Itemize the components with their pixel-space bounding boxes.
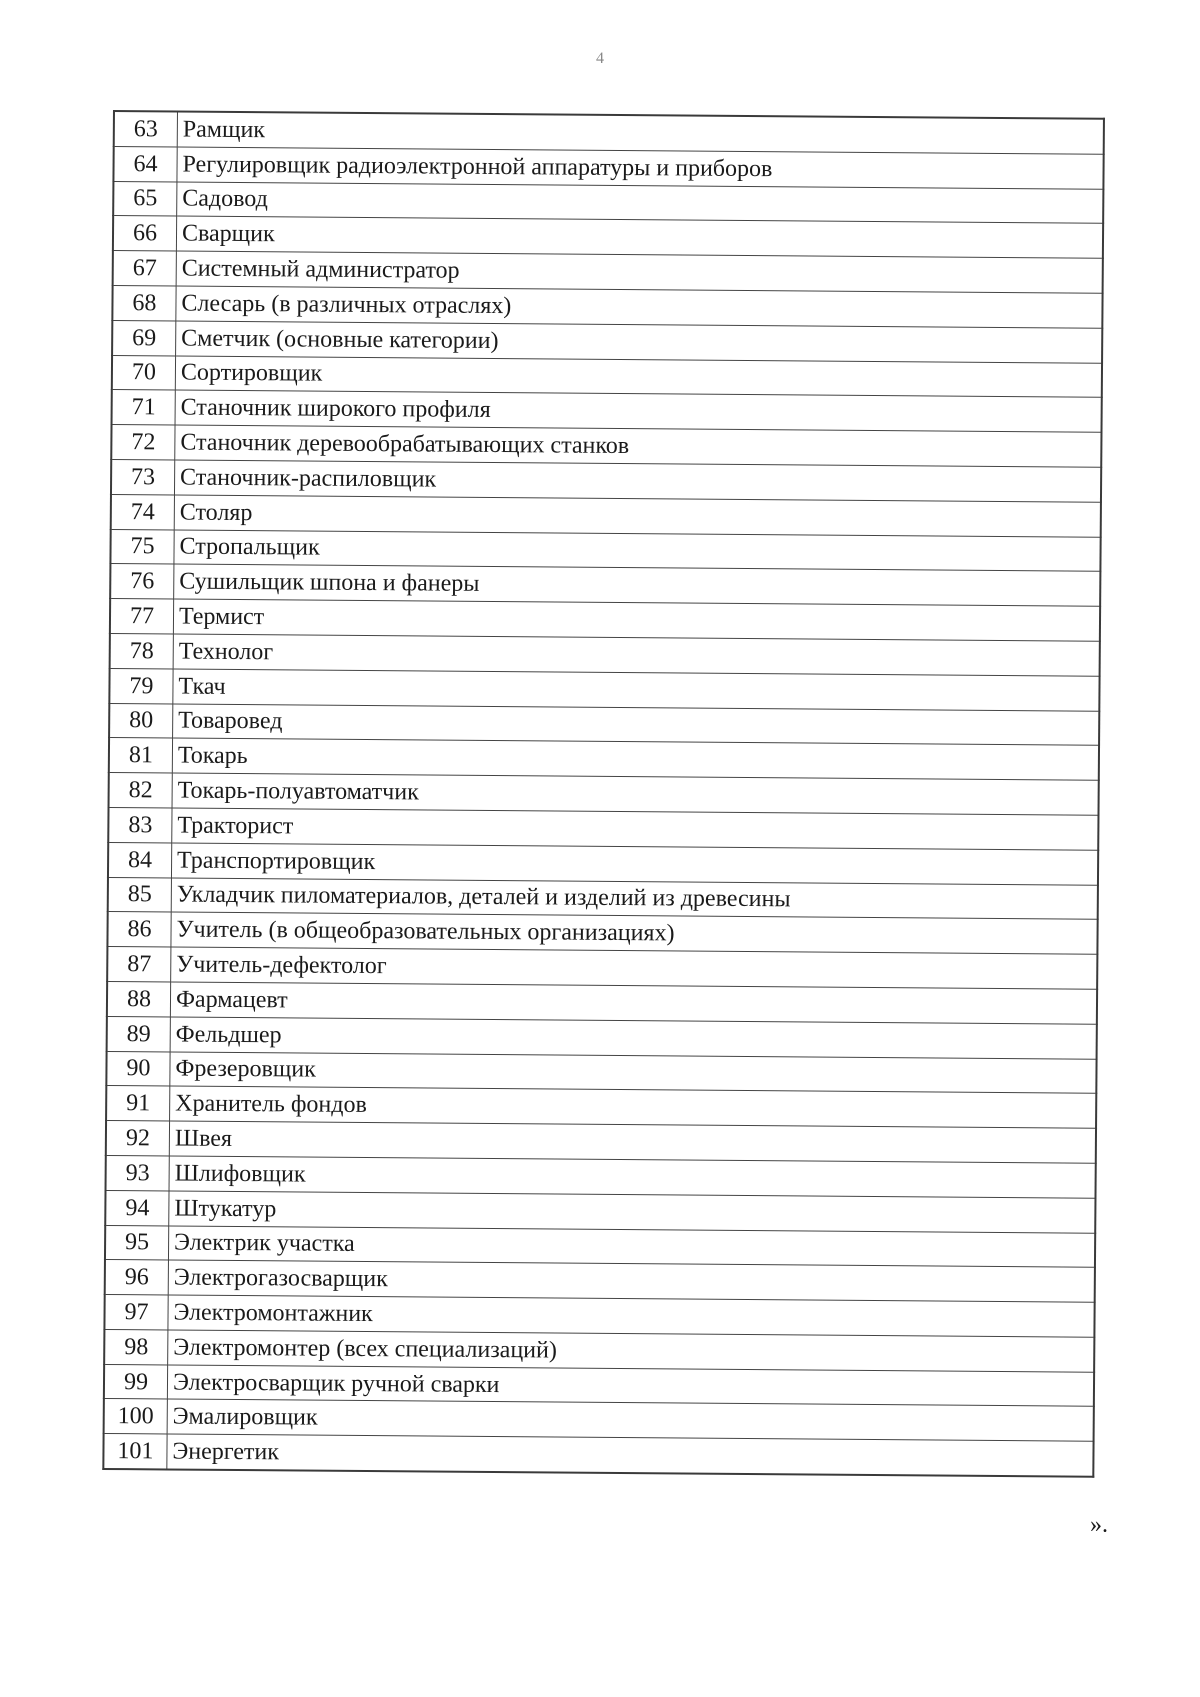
row-number: 82 <box>109 773 173 808</box>
row-number: 97 <box>104 1295 168 1330</box>
row-number: 67 <box>113 251 177 286</box>
row-number: 74 <box>111 494 175 529</box>
profession-name: Ткач <box>173 669 1100 711</box>
profession-name: Сметчик (основные категории) <box>176 321 1103 363</box>
row-number: 77 <box>110 599 174 634</box>
page-number: 4 <box>596 50 604 67</box>
profession-name: Учитель (в общеобразовательных организациях) <box>171 912 1098 954</box>
row-number: 101 <box>103 1434 167 1470</box>
row-number: 88 <box>107 981 171 1016</box>
row-number: 92 <box>106 1121 170 1156</box>
professions-table-container <box>102 110 1105 1478</box>
row-number: 72 <box>111 425 175 460</box>
profession-name: Штукатур <box>169 1191 1096 1233</box>
profession-name: Станочник широкого профиля <box>175 390 1102 432</box>
profession-name: Транспортировщик <box>171 843 1098 885</box>
row-number: 95 <box>105 1225 169 1260</box>
profession-name: Сушильщик шпона и фанеры <box>174 564 1101 606</box>
row-number: 87 <box>107 947 171 982</box>
profession-name: Шлифовщик <box>169 1156 1096 1198</box>
row-number: 91 <box>106 1086 170 1121</box>
profession-name: Электромонтер (всех специализаций) <box>168 1330 1095 1372</box>
profession-name: Токарь <box>172 738 1099 780</box>
row-number: 84 <box>108 842 172 877</box>
profession-name: Энергетик <box>167 1434 1094 1477</box>
row-number: 63 <box>114 111 178 147</box>
row-number: 85 <box>108 877 172 912</box>
row-number: 75 <box>110 529 174 564</box>
profession-name: Учитель-дефектолог <box>171 947 1098 989</box>
profession-name: Фармацевт <box>170 982 1097 1024</box>
profession-name: Хранитель фондов <box>170 1086 1097 1128</box>
profession-name: Станочник-распиловщик <box>174 460 1101 502</box>
row-number: 94 <box>105 1190 169 1225</box>
row-number: 79 <box>109 668 173 703</box>
profession-name: Столяр <box>174 495 1101 537</box>
profession-name: Электросварщик ручной сварки <box>167 1365 1094 1407</box>
row-number: 83 <box>108 807 172 842</box>
row-number: 96 <box>105 1260 169 1295</box>
profession-name: Слесарь (в различных отраслях) <box>176 286 1103 328</box>
table-row <box>103 1434 1093 1477</box>
row-number: 73 <box>111 459 175 494</box>
profession-name: Садовод <box>177 182 1104 224</box>
professions-table-body <box>103 111 1104 1477</box>
row-number: 89 <box>107 1016 171 1051</box>
profession-name: Термист <box>173 599 1100 641</box>
row-number: 68 <box>112 285 176 320</box>
row-number: 65 <box>113 181 177 216</box>
profession-name: Тракторист <box>172 808 1099 850</box>
profession-name: Эмалировщик <box>167 1399 1094 1441</box>
row-number: 70 <box>112 355 176 390</box>
profession-name: Сортировщик <box>175 356 1102 398</box>
profession-name: Фельдшер <box>170 1017 1097 1059</box>
row-number: 90 <box>106 1051 170 1086</box>
row-number: 64 <box>113 146 177 181</box>
row-number: 86 <box>107 912 171 947</box>
row-number: 99 <box>104 1364 168 1399</box>
row-number: 93 <box>106 1155 170 1190</box>
profession-name: Электромонтажник <box>168 1295 1095 1337</box>
profession-name: Системный администратор <box>176 251 1103 293</box>
profession-name: Фрезеровщик <box>170 1051 1097 1093</box>
row-number: 98 <box>104 1329 168 1364</box>
profession-name: Швея <box>169 1121 1096 1163</box>
row-number: 81 <box>109 738 173 773</box>
profession-name: Рамщик <box>177 112 1104 155</box>
profession-name: Стропальщик <box>174 530 1101 572</box>
professions-table <box>102 110 1105 1478</box>
row-number: 66 <box>113 216 177 251</box>
profession-name: Регулировщик радиоэлектронной аппаратуры и приборов <box>177 147 1104 189</box>
row-number: 80 <box>109 703 173 738</box>
profession-name: Товаровед <box>173 704 1100 746</box>
row-number: 69 <box>112 320 176 355</box>
profession-name: Электрик участка <box>168 1225 1095 1267</box>
profession-name: Технолог <box>173 634 1100 676</box>
row-number: 76 <box>110 564 174 599</box>
profession-name: Станочник деревообрабатывающих станков <box>175 425 1102 467</box>
profession-name: Токарь-полуавтоматчик <box>172 773 1099 815</box>
row-number: 78 <box>110 633 174 668</box>
row-number: 100 <box>104 1399 168 1434</box>
profession-name: Укладчик пиломатериалов, деталей и изделий из древесины <box>171 878 1098 920</box>
closing-quote: ». <box>1090 1512 1108 1538</box>
profession-name: Электрогазосварщик <box>168 1260 1095 1302</box>
row-number: 71 <box>112 390 176 425</box>
profession-name: Сварщик <box>176 216 1103 258</box>
